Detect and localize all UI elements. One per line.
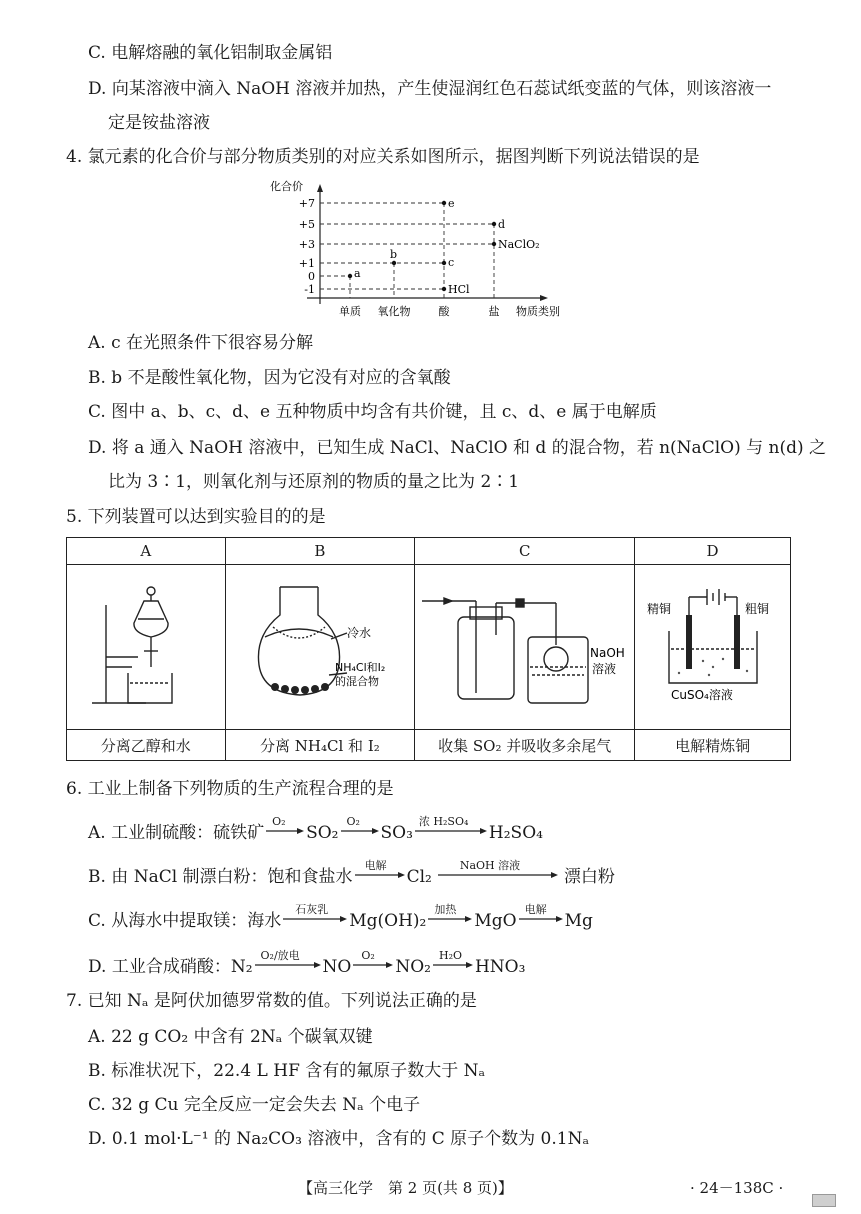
q7-option-c: C. 32 g Cu 完全反应一定会失去 Nₐ 个电子	[88, 1095, 421, 1115]
header-b: B	[225, 538, 415, 565]
q5-stem: 5. 下列装置可以达到实验目的的是	[66, 507, 326, 527]
q6c-m1: Mg(OH)₂	[349, 911, 427, 931]
apparatus-d	[635, 565, 791, 730]
q3-option-d-line2: 定是铵盐溶液	[108, 113, 210, 133]
header-c: C	[415, 538, 635, 565]
q6a-arrow3-cond: 浓 H₂SO₄	[418, 815, 469, 828]
label-e: e	[448, 197, 455, 210]
q6a-m2: SO₃	[380, 823, 413, 843]
q6c-arrow1-cond: 石灰乳	[295, 903, 329, 916]
apparatus-a	[67, 565, 226, 730]
q4-option-c: C. 图中 a、b、c、d、e 五种物质中均含有共价键，且 c、d、e 属于电解质	[88, 402, 657, 422]
q6-option-b	[88, 859, 615, 888]
q6d-prefix: D. 工业合成硝酸：N₂	[88, 957, 253, 977]
electrolysis-cell-diagram	[643, 575, 783, 715]
header-d: D	[635, 538, 791, 565]
q6a-prefix: A. 工业制硫酸：硫铁矿	[88, 823, 265, 843]
q7-option-a: A. 22 g CO₂ 中含有 2Nₐ 个碳氧双键	[88, 1027, 373, 1047]
q6-option-c	[88, 903, 593, 932]
label-c: c	[448, 256, 455, 269]
q6b-arrow1-cond: 电解	[364, 859, 387, 872]
q6d-m2: NO₂	[395, 957, 431, 977]
label-hcl: HCl	[448, 283, 470, 296]
label-pure-copper: 精铜	[646, 602, 671, 616]
caption-d: 电解精炼铜	[635, 730, 791, 761]
q6d-arrow2-cond: O₂	[361, 949, 375, 962]
caption-a: 分离乙醇和水	[67, 730, 226, 761]
point-b	[392, 261, 396, 265]
label-b: b	[390, 248, 398, 261]
label-crude-copper: 粗铜	[744, 602, 769, 616]
q6-option-d	[88, 949, 526, 978]
label-naoh-2: 溶液	[591, 662, 616, 676]
q6d-arrow1-cond: O₂/放电	[260, 949, 300, 962]
ytick-p3: +3	[298, 238, 315, 251]
crude-copper-electrode	[734, 615, 740, 669]
q6a-arrow2-cond: O₂	[346, 815, 360, 828]
gas-collection-diagram	[420, 575, 630, 715]
separatory-funnel-diagram	[86, 575, 206, 715]
point-e	[442, 201, 446, 205]
q6c-arrow3-cond: 电解	[524, 903, 547, 916]
q3-option-d-line1: D. 向某溶液中滴入 NaOH 溶液并加热，产生使湿润红色石蕊试纸变蓝的气体，则该溶液一	[88, 79, 772, 99]
q6d-arrow3-cond: H₂O	[438, 949, 463, 962]
q6a-arrow1-cond: O₂	[272, 815, 286, 828]
corner-watermark	[812, 1194, 836, 1207]
pure-copper-electrode	[686, 615, 692, 669]
q7-stem: 7. 已知 Nₐ 是阿伏加德罗常数的值。下列说法正确的是	[66, 991, 477, 1011]
q6-stem: 6. 工业上制备下列物质的生产流程合理的是	[66, 779, 394, 799]
point-naclo2	[492, 242, 496, 246]
q7-option-d: D. 0.1 mol·L⁻¹ 的 Na₂CO₃ 溶液中，含有的 C 原子个数为 0.1Nₐ	[88, 1129, 590, 1149]
xtick-oxide: 氧化物	[377, 305, 411, 318]
q6b-prefix: B. 由 NaCl 制漂白粉：饱和食盐水	[88, 867, 353, 887]
label-mixture-1: NH₄Cl和I₂	[334, 661, 386, 674]
caption-c: 收集 SO₂ 并吸收多余尾气	[415, 730, 635, 761]
chart-xlabel: 物质类别	[516, 305, 560, 318]
q4-option-d-line2: 比为 3∶1，则氧化剂与还原剂的物质的量之比为 2∶1	[108, 472, 520, 492]
apparatus-b	[225, 565, 415, 730]
q4-option-d-line1: D. 将 a 通入 NaOH 溶液中，已知生成 NaCl、NaClO 和 d 的混合物，若 n(NaClO) 与 n(d) 之	[88, 438, 827, 458]
q6d-m3: HNO₃	[474, 957, 526, 977]
q5-apparatus-table	[66, 537, 791, 761]
q6b-arrow2-cond: NaOH 溶液	[459, 859, 521, 872]
q4-option-a: A. c 在光照条件下很容易分解	[88, 333, 314, 353]
caption-b: 分离 NH₄Cl 和 I₂	[225, 730, 415, 761]
q6d-m1: NO	[322, 957, 352, 977]
chart-ylabel: 化合价	[270, 180, 303, 193]
point-c	[442, 261, 446, 265]
q6a-m1: SO₂	[306, 823, 339, 843]
q6-option-a	[88, 815, 543, 844]
q6a-m3: H₂SO₄	[488, 823, 543, 843]
ytick-m1: -1	[304, 283, 315, 296]
q6c-prefix: C. 从海水中提取镁：海水	[88, 911, 282, 931]
ytick-p1: +1	[298, 257, 315, 270]
q7-option-b: B. 标准状况下，22.4 L HF 含有的氟原子数大于 Nₐ	[88, 1061, 486, 1081]
label-cold-water: 冷水	[346, 626, 371, 640]
xtick-acid: 酸	[438, 305, 450, 318]
q4-valence-chart	[262, 176, 582, 322]
ytick-p5: +5	[298, 218, 315, 231]
xtick-element: 单质	[339, 305, 361, 318]
point-d	[492, 222, 496, 226]
point-hcl	[442, 287, 446, 291]
q4-option-b: B. b 不是酸性氧化物，因为它没有对应的含氧酸	[88, 368, 451, 388]
q6b-m1: Cl₂	[406, 867, 432, 887]
label-d: d	[498, 218, 506, 231]
point-a	[348, 274, 352, 278]
ytick-p7: +7	[298, 197, 315, 210]
page-footer-code: · 24－138C ·	[690, 1179, 784, 1197]
q4-stem: 4. 氯元素的化合价与部分物质类别的对应关系如图所示，据图判断下列说法错误的是	[66, 147, 700, 167]
label-naclo2: NaClO₂	[498, 238, 540, 251]
sublimation-flask-diagram	[235, 575, 405, 715]
q6c-m2: MgO	[474, 911, 517, 931]
q6c-arrow2-cond: 加热	[434, 903, 457, 916]
xtick-salt: 盐	[488, 305, 500, 318]
label-cuso4: CuSO₄溶液	[670, 688, 733, 702]
header-a: A	[67, 538, 226, 565]
label-a: a	[354, 267, 361, 280]
q6c-m3: Mg	[564, 911, 593, 931]
label-mixture-2: 的混合物	[334, 675, 379, 688]
q3-option-c: C. 电解熔融的氧化铝制取金属铝	[88, 43, 333, 63]
ytick-0: 0	[308, 270, 315, 283]
q6b-m2: 漂白粉	[563, 867, 615, 887]
label-naoh-1: NaOH	[589, 646, 625, 660]
page-footer-center: 【高三化学 第 2 页(共 8 页)】	[298, 1179, 513, 1197]
apparatus-c	[415, 565, 635, 730]
